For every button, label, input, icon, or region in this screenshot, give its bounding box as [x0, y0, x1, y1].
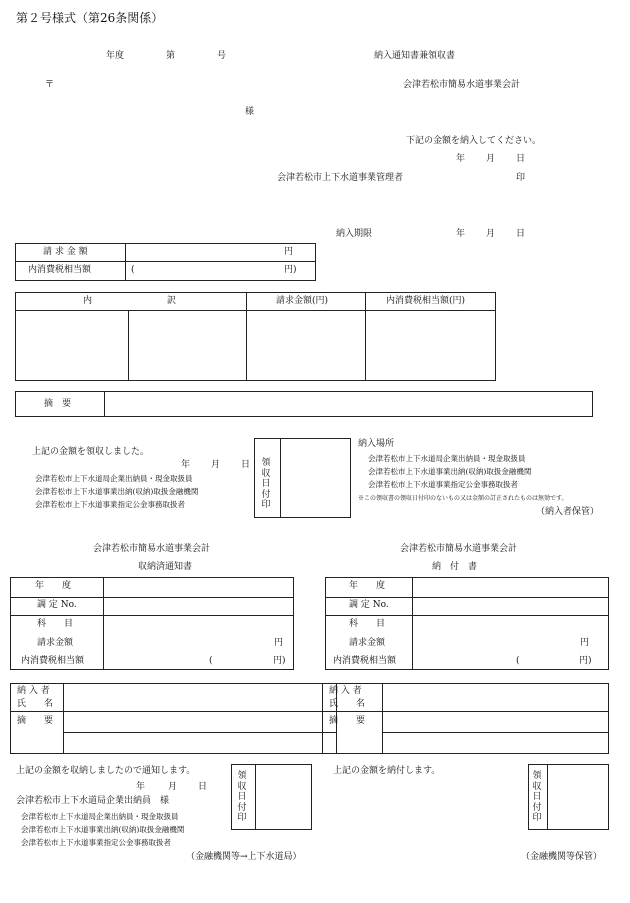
- lower-left-keep-note: （金融機関等→上下水道局）: [186, 852, 302, 862]
- payment-place-line: 会津若松市上下水道事業指定公金事務取扱者: [368, 480, 518, 489]
- payer-name-label: 氏 名: [17, 699, 54, 709]
- payer-label: 納 入 者: [329, 686, 362, 696]
- row-label-assessment-no: 調 定 No.: [349, 600, 389, 610]
- seal-mark: 印: [516, 173, 526, 183]
- summary-label: 摘 要: [329, 716, 366, 726]
- row-label-tax: 内消費税相当額: [21, 656, 85, 666]
- receipt-day: 日: [241, 460, 251, 470]
- row-label-year: 年 度: [349, 581, 386, 591]
- summary-box: [15, 391, 593, 417]
- notify-year: 年: [136, 782, 146, 792]
- number-suffix: 号: [217, 51, 227, 61]
- lower-right-issuer: 会津若松市簡易水道事業会計: [400, 544, 518, 554]
- issuer-name: 会津若松市簡易水道事業会計: [403, 80, 521, 90]
- row-label-claim: 請求金額: [349, 638, 386, 648]
- deadline-year: 年: [456, 229, 466, 239]
- receipt-year: 年: [181, 460, 191, 470]
- form-title: 第２号様式（第26条関係）: [16, 11, 164, 25]
- fiscal-year-label: 年度: [106, 51, 125, 61]
- tax-amount-unit: 円): [284, 265, 297, 275]
- manager-name: 会津若松市上下水道事業管理者: [277, 173, 404, 183]
- lower-left-payer-table: [10, 683, 337, 754]
- payer-label: 納 入 者: [17, 686, 50, 696]
- receipt-line: 会津若松市上下水道局企業出納員・現金取扱員: [35, 474, 193, 483]
- notify-recipient: 会津若松市上下水道局企業出納員 様: [16, 796, 170, 806]
- lower-left-issuer: 会津若松市簡易水道事業会計: [93, 544, 211, 554]
- deadline-month: 月: [486, 229, 496, 239]
- row-label-assessment-no: 調 定 No.: [37, 600, 77, 610]
- payment-place-label: 納入場所: [358, 439, 395, 449]
- lower-right-keep-note: （金融機関等保管）: [521, 852, 603, 862]
- notify-day: 日: [198, 782, 208, 792]
- payment-request: 下記の金額を納入してください。: [406, 136, 542, 146]
- tax-open: (: [516, 656, 520, 666]
- lower-right-payer-table: [322, 683, 609, 754]
- number-prefix: 第: [166, 51, 176, 61]
- payment-place-line: 会津若松市上下水道事業出納(収納)取扱金融機関: [368, 467, 532, 476]
- notify-month: 月: [168, 782, 178, 792]
- col-header-wake: 訳: [167, 296, 177, 306]
- notify-line: 会津若松市上下水道事業指定公金事務取扱者: [21, 838, 171, 847]
- notify-line: 会津若松市上下水道局企業出納員・現金取扱員: [21, 812, 179, 821]
- tax-unit: 円): [579, 656, 592, 666]
- claim-unit: 円: [580, 638, 590, 648]
- issue-date-year: 年: [456, 154, 466, 164]
- deadline-label: 納入期限: [336, 229, 373, 239]
- receipt-stamp-label: 領 収 日 付 印: [261, 458, 271, 510]
- lower-left-stamp-label: 領 収 日 付 印: [237, 771, 247, 823]
- row-label-claim: 請求金額: [37, 638, 74, 648]
- lower-left-title: 収納済通知書: [138, 562, 193, 572]
- col-header-tax: 内消費税相当額(円): [386, 296, 466, 306]
- tax-unit: 円): [273, 656, 286, 666]
- row-label-tax: 内消費税相当額: [333, 656, 397, 666]
- col-header-uchi: 内: [83, 296, 93, 306]
- issue-date-month: 月: [486, 154, 496, 164]
- tax-open: (: [209, 656, 213, 666]
- row-label-item: 科 目: [349, 619, 386, 629]
- claim-unit: 円: [274, 638, 284, 648]
- col-header-claim: 請求金額(円): [276, 296, 329, 306]
- notify-message: 上記の金額を収納しましたので通知します。: [16, 766, 196, 776]
- payer-name-label: 氏 名: [329, 699, 366, 709]
- lower-right-title: 納 付 書: [432, 562, 478, 572]
- claim-amount-label: 請 求 金 額: [43, 247, 88, 257]
- honorific-sama: 様: [245, 107, 255, 117]
- row-label-year: 年 度: [35, 581, 72, 591]
- document-title: 納入通知書兼領収書: [374, 51, 456, 61]
- payer-keep-note: （納入者保管）: [536, 507, 600, 517]
- claim-amount-unit: 円: [284, 247, 294, 257]
- pay-message: 上記の金額を納付します。: [333, 766, 441, 776]
- invalid-note: ※この領収書の領収日付印のないもの又は金額の訂正されたものは無効です。: [358, 495, 568, 502]
- deadline-day: 日: [516, 229, 526, 239]
- tax-amount-open: (: [131, 265, 135, 275]
- summary-label: 摘 要: [44, 399, 72, 409]
- lower-right-stamp-label: 領 収 日 付 印: [532, 771, 542, 823]
- receipt-message: 上記の金額を領収しました。: [32, 447, 150, 457]
- issue-date-day: 日: [516, 154, 526, 164]
- notify-line: 会津若松市上下水道事業出納(収納)取扱金融機関: [21, 825, 185, 834]
- receipt-line: 会津若松市上下水道事業出納(収納)取扱金融機関: [35, 487, 199, 496]
- payment-place-line: 会津若松市上下水道局企業出納員・現金取扱員: [368, 454, 526, 463]
- row-label-item: 科 目: [37, 619, 74, 629]
- tax-amount-label: 内消費税相当額: [28, 265, 92, 275]
- summary-label: 摘 要: [17, 716, 54, 726]
- receipt-month: 月: [211, 460, 221, 470]
- postal-mark: 〒: [45, 80, 55, 90]
- receipt-line: 会津若松市上下水道事業指定公金事務取扱者: [35, 500, 185, 509]
